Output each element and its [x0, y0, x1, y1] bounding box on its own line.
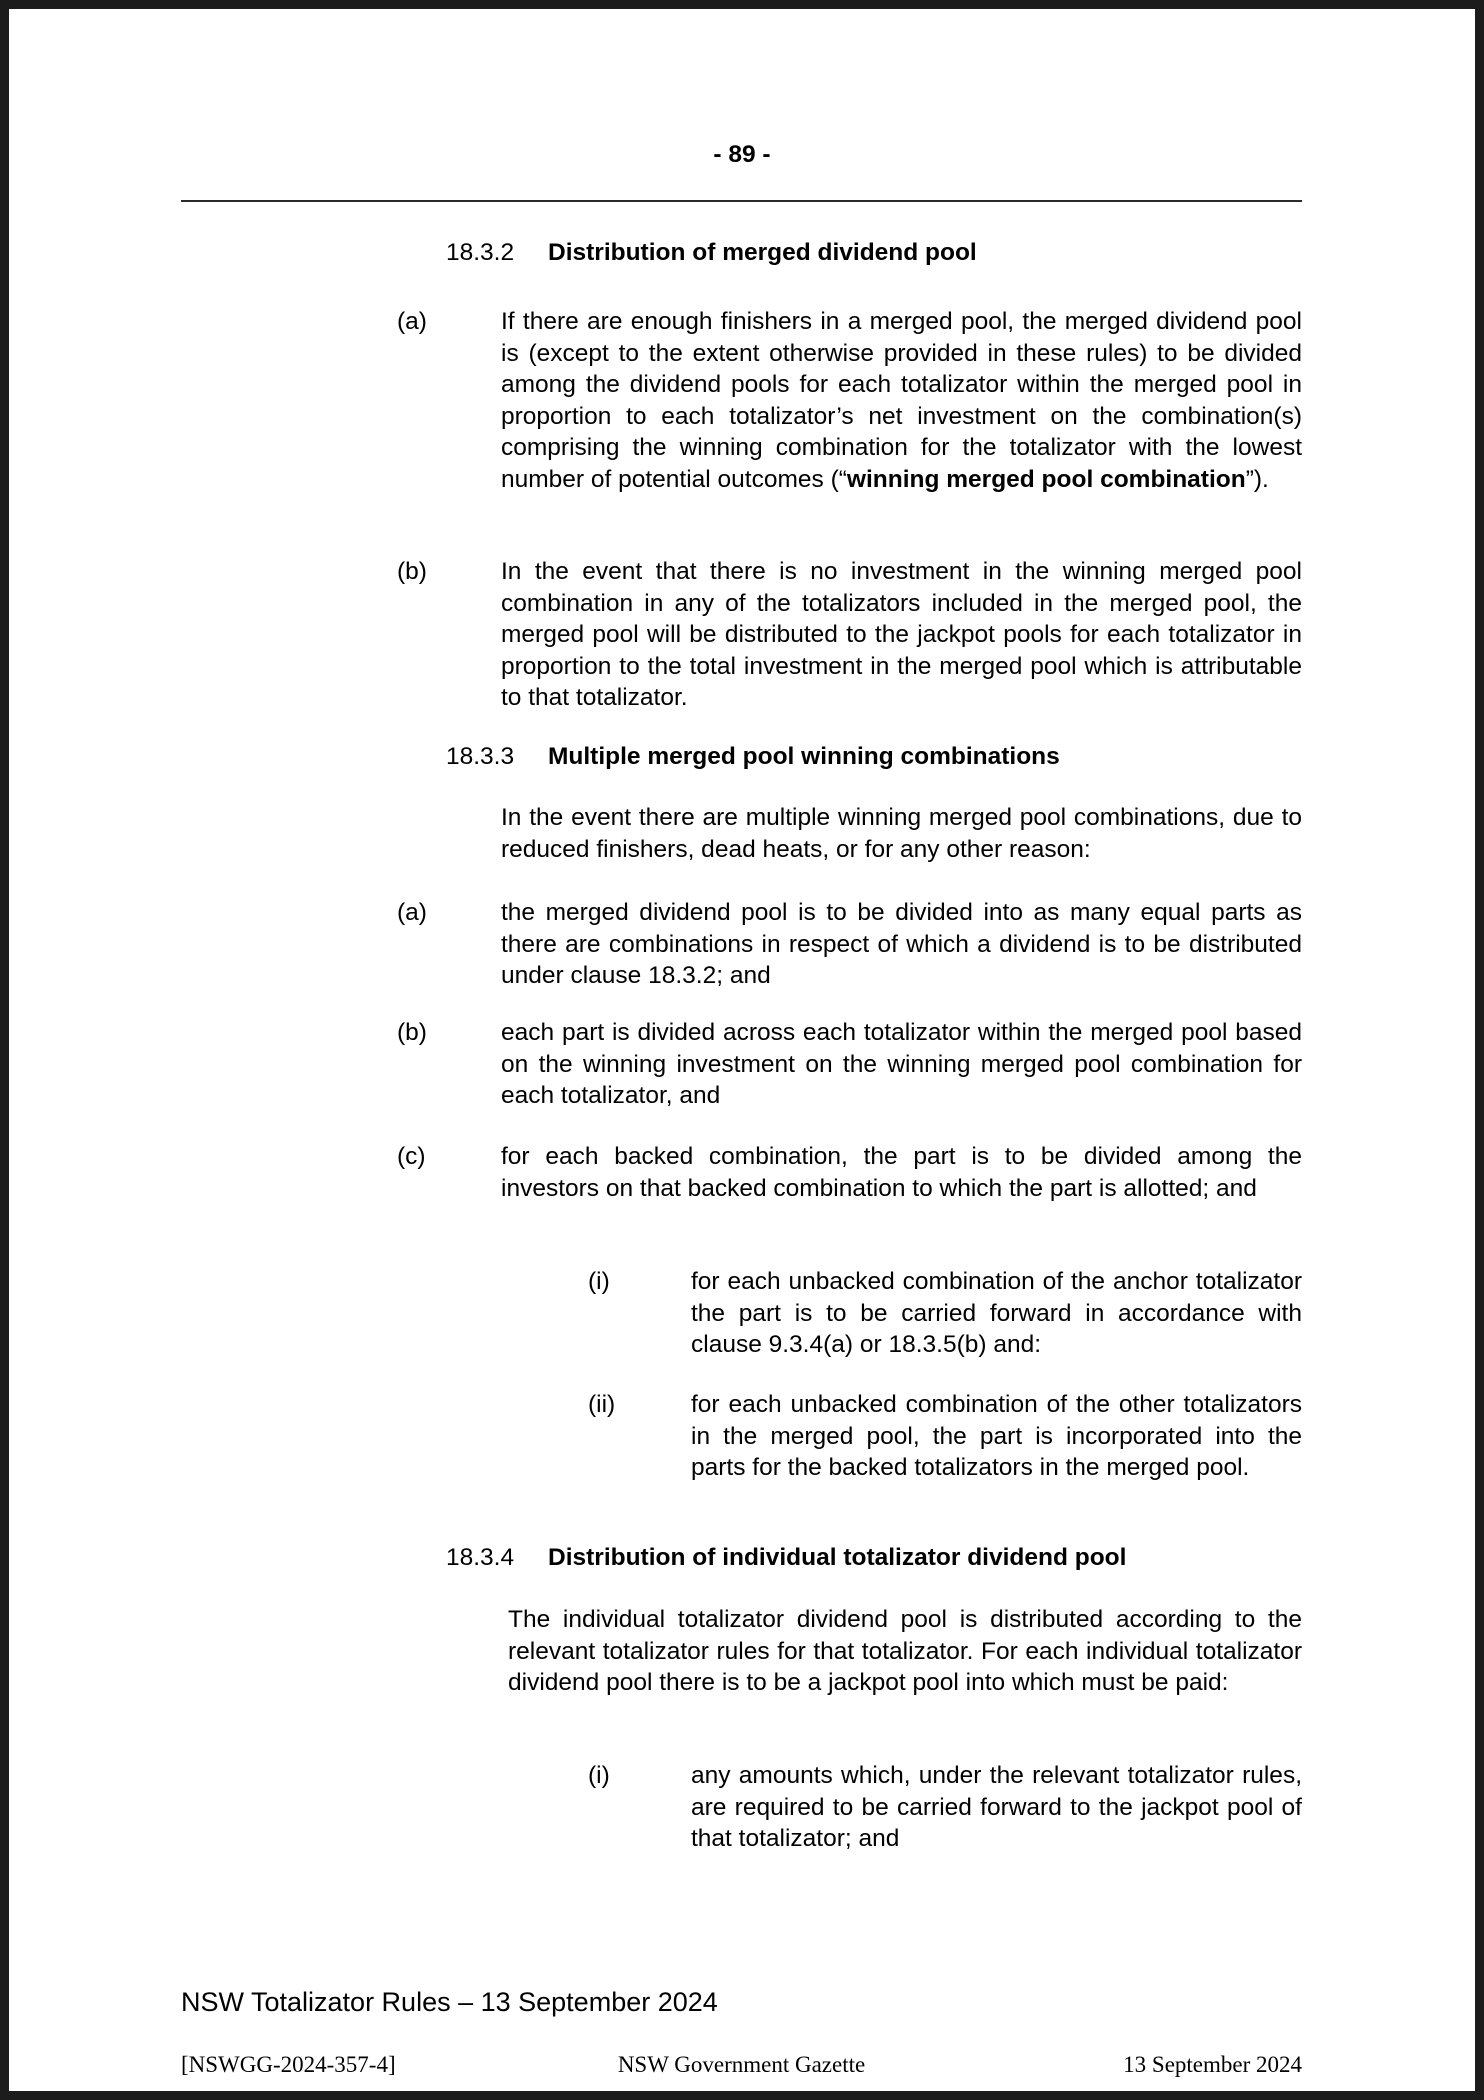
- subclause-18-3-3-ii: [588, 1389, 1302, 1484]
- footer-document-title: NSW Totalizator Rules – 13 September 2024: [181, 1987, 718, 2017]
- section-title: Multiple merged pool winning combinations: [548, 743, 1060, 770]
- subclause-18-3-4-i: [588, 1760, 1302, 1855]
- page-number: - 89 -: [713, 141, 771, 168]
- subclause-label: (ii): [588, 1391, 616, 1418]
- clause-label: (c): [397, 1143, 426, 1170]
- clause-text-pre: If there are enough finishers in a merged pool, the merged dividend pool is (except to the extent otherwise provided in these rules) to be divided among the dividend pools for each totalizator within the merged pool in proportion to each totalizator’s net investment on the combination(s) comprising the winning combination for the totalizator with the lowest number of potential outcomes (“: [501, 308, 1302, 493]
- section-heading-18-3-4: [446, 1542, 1126, 1574]
- clause-text: the merged dividend pool is to be divided into as many equal parts as there are combinations in respect of which a dividend is to be distributed under clause 18.3.2; and: [501, 899, 1302, 989]
- subclause-label: (i): [588, 1762, 610, 1789]
- section-number: 18.3.3: [446, 743, 515, 770]
- clause-label: (a): [397, 308, 427, 335]
- section-18-3-4-intro: The individual totalizator dividend pool is distributed according to the relevant totalizator rules for that totalizator. For each individual totalizator dividend pool there is to be a jackpot pool into which must be paid:: [508, 1606, 1302, 1696]
- clause-18-3-3-c: [397, 1141, 1302, 1204]
- section-title: Distribution of individual totalizator dividend pool: [548, 1544, 1127, 1571]
- clause-label: (b): [397, 1019, 427, 1046]
- clause-label: (b): [397, 558, 427, 585]
- clause-18-3-3-b: [397, 1017, 1302, 1112]
- footer-gazette-reference: [NSWGG-2024-357-4]: [181, 2052, 396, 2077]
- clause-text-bold: winning merged pool combination: [846, 465, 1246, 493]
- clause-text: for each backed combination, the part is to be divided among the investors on that backed combination to which the part is allotted; and: [501, 1143, 1302, 1202]
- clause-text: [501, 306, 1302, 495]
- clause-18-3-3-a: [397, 897, 1302, 992]
- section-title: Distribution of merged dividend pool: [548, 239, 977, 266]
- clause-label: (a): [397, 899, 427, 926]
- clause-18-3-2-b: [397, 556, 1302, 714]
- subclause-18-3-3-i: [588, 1266, 1302, 1361]
- footer-gazette-name: NSW Government Gazette: [617, 2052, 866, 2077]
- section-number: 18.3.2: [446, 239, 515, 266]
- subclause-label: (i): [588, 1268, 610, 1295]
- clause-18-3-2-a: [397, 306, 1302, 495]
- footer-gazette-date: 13 September 2024: [1123, 2052, 1303, 2077]
- header-rule: [181, 200, 1302, 202]
- clause-text: In the event that there is no investment in the winning merged pool combination in any of the totalizators included in the merged pool, the merged pool will be distributed to the jackpot pools for each totalizator in proportion to the total investment in the merged pool which is attributable to that totalizator.: [501, 558, 1302, 711]
- section-heading-18-3-3: [446, 741, 1060, 773]
- subclause-text: any amounts which, under the relevant totalizator rules, are required to be carried forward to the jackpot pool of that totalizator; and: [691, 1762, 1302, 1852]
- section-18-3-3-intro: In the event there are multiple winning merged pool combinations, due to reduced finishers, dead heats, or for any other reason:: [501, 804, 1302, 863]
- subclause-text: for each unbacked combination of the other totalizators in the merged pool, the part is incorporated into the parts for the backed totalizators in the merged pool.: [691, 1391, 1302, 1481]
- section-number: 18.3.4: [446, 1544, 515, 1571]
- section-heading-18-3-2: [446, 237, 977, 269]
- subclause-text: for each unbacked combination of the anchor totalizator the part is to be carried forward in accordance with clause 9.3.4(a) or 18.3.5(b) and:: [691, 1268, 1302, 1358]
- clause-text-post: ”).: [1245, 465, 1269, 493]
- footer-gazette-row: [181, 2051, 1302, 2079]
- clause-text: each part is divided across each totalizator within the merged pool based on the winning investment on the winning merged pool combination for each totalizator, and: [501, 1019, 1302, 1109]
